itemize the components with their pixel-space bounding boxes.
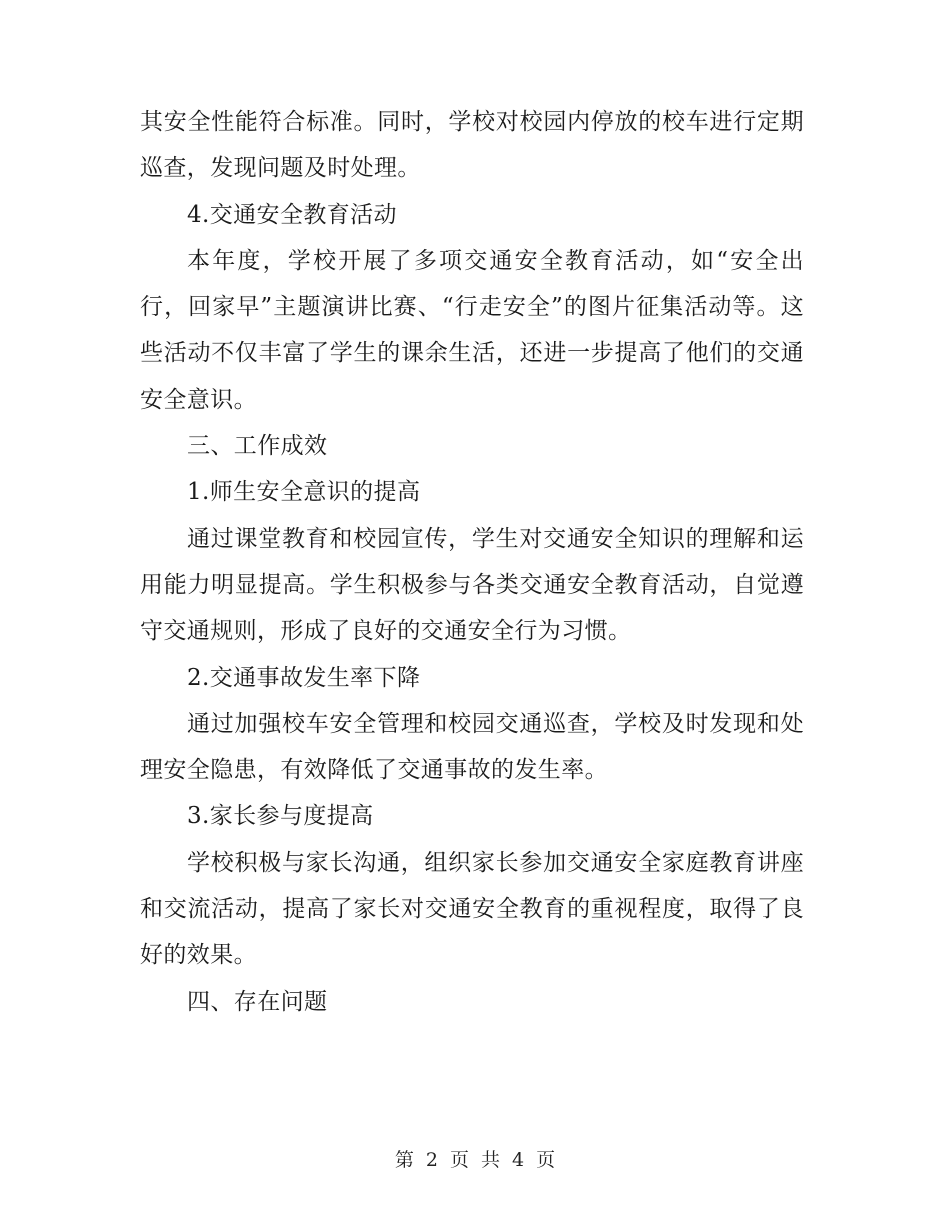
paragraph-parents: 学校积极与家长沟通，组织家长参加交通安全家庭教育讲座和交流活动，提高了家长对交通安全教育的重视程度，取得了良好的效果。: [140, 849, 804, 969]
paragraph-continuation: 其安全性能符合标准。同时，学校对校园内停放的校车进行定期巡查，发现问题及时处理。: [140, 109, 804, 182]
page-number-footer: 第 2 页 共 4 页: [394, 1149, 556, 1171]
chapter-heading-results: 三、工作成效: [187, 433, 328, 460]
section-heading-parents: 3.家长参与度提高: [187, 803, 374, 830]
paragraph-accident-rate: 通过加强校车安全管理和校园交通巡查，学校及时发现和处理安全隐患，有效降低了交通事故的发生率。: [140, 710, 804, 784]
paragraph-activities: 本年度，学校开展了多项交通安全教育活动，如“安全出行，回家早”主题演讲比赛、“行走安全”的图片征集活动等。这些活动不仅丰富了学生的课余生活，还进一步提高了他们的交通安全意识。: [140, 247, 804, 413]
document-body: [140, 99, 804, 1025]
paragraph-awareness: 通过课堂教育和校园宣传，学生对交通安全知识的理解和运用能力明显提高。学生积极参与各类交通安全教育活动，自觉遵守交通规则，形成了良好的交通安全行为习惯。: [140, 525, 804, 645]
section-heading-activities: 4.交通安全教育活动: [187, 201, 397, 228]
chapter-heading-problems: 四、存在问题: [187, 988, 328, 1015]
section-heading-awareness: 1.师生安全意识的提高: [187, 479, 421, 506]
section-heading-accident-rate: 2.交通事故发生率下降: [187, 664, 421, 691]
